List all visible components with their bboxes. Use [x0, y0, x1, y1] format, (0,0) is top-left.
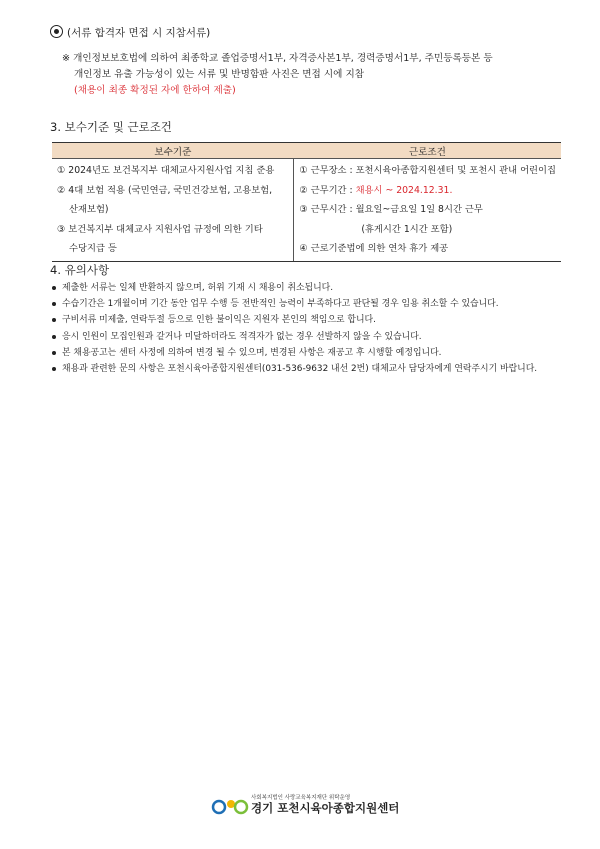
- center-logo-icon: [211, 795, 249, 815]
- pay-item-1: ① 2024년도 보건복지부 대체교사지원사업 지침 준용: [57, 165, 275, 176]
- radio-bullet-icon: [50, 25, 63, 38]
- note-line-2: 개인정보 유출 가능성이 있는 서류 및 반명함판 사진은 면접 시에 지참: [74, 69, 364, 80]
- pay-item-3-cont: 수당지급 등: [69, 243, 117, 254]
- note-line-1: ※ 개인정보보호법에 의하여 최종학교 졸업증명서1부, 자격증사본1부, 경력증명서1부, 주민등록등본 등: [62, 53, 493, 64]
- bullet-icon: [52, 302, 56, 306]
- work-break: (휴게시간 1시간 포함): [361, 223, 453, 235]
- documents-heading: [50, 25, 210, 40]
- work-column-header: 근로조건: [294, 143, 561, 159]
- section-3-title: 3. 보수기준 및 근로조건: [50, 120, 172, 134]
- notice-item: [50, 312, 570, 328]
- notice-text: 채용과 관련한 문의 사항은 포천시육아종합지원센터(031-536-9632 내선 2번) 대체교사 담당자에게 연락주시기 바랍니다.: [62, 364, 538, 375]
- work-hours: ③ 근무시간 : 월요일~금요일 1일 8시간 근무: [299, 204, 483, 215]
- conditions-table: [52, 142, 561, 262]
- section-4-title: 4. 유의사항: [50, 263, 110, 277]
- pay-cell: [52, 159, 294, 262]
- note-line-3: (채용이 최종 확정된 자에 한하여 제출): [74, 85, 236, 96]
- documents-heading-text: (서류 합격자 면접 시 지참서류): [67, 27, 211, 39]
- work-cell: [294, 159, 561, 262]
- notice-text: 구비서류 미제출, 연락두절 등으로 인한 불이익은 지원자 본인의 책임으로 합니다.: [62, 315, 376, 326]
- work-leave: ④ 근로기준법에 의한 연차 휴가 제공: [299, 243, 449, 254]
- notice-item: [50, 296, 570, 312]
- notice-item: [50, 345, 570, 361]
- notice-item: [50, 361, 570, 377]
- notice-text: 제출한 서류는 일체 반환하지 않으며, 허위 기재 시 채용이 취소됩니다.: [62, 283, 334, 293]
- notice-text: 수습기간은 1개월이며 기간 동안 업무 수행 등 전반적인 능력이 부족하다고 판단될 경우 임용 취소할 수 있습니다.: [62, 299, 499, 310]
- notice-list: [50, 280, 570, 377]
- work-period-label: ② 근무기간 :: [299, 184, 356, 196]
- bullet-icon: [52, 351, 56, 355]
- footer-center-name: 경기 포천시육아종합지원센터: [251, 801, 400, 815]
- pay-item-3: ③ 보건복지부 대체교사 지원사업 규정에 의한 기타: [57, 223, 263, 235]
- footer-org: 사회복지법인 사랑교육복지재단 위탁운영: [251, 795, 351, 801]
- bullet-icon: [52, 286, 56, 290]
- pay-item-2-cont: 산재보험): [69, 204, 109, 215]
- bullet-icon: [52, 335, 56, 339]
- notice-text: 본 채용공고는 센터 사정에 의하여 변경 될 수 있으며, 변경된 사항은 재공고 후 시행할 예정입니다.: [62, 347, 442, 358]
- bullet-icon: [52, 318, 56, 322]
- work-period: [299, 181, 556, 201]
- footer: [211, 793, 401, 815]
- pay-item-2: ② 4대 보험 적용 (국민연금, 국민건강보험, 고용보험,: [57, 184, 273, 196]
- notice-item: [50, 329, 570, 345]
- bullet-icon: [52, 367, 56, 371]
- pay-column-header: 보수기준: [52, 143, 294, 159]
- work-place: ① 근무장소 : 포천시육아종합지원센터 및 포천시 관내 어린이집: [299, 165, 556, 176]
- documents-note: [62, 51, 562, 99]
- notice-text: 응시 인원이 모집인원과 같거나 미달하더라도 적격자가 없는 경우 선발하지 않을 수 있습니다.: [62, 331, 422, 342]
- notice-item: [50, 280, 570, 296]
- work-period-value: 채용시 ~ 2024.12.31.: [355, 184, 453, 196]
